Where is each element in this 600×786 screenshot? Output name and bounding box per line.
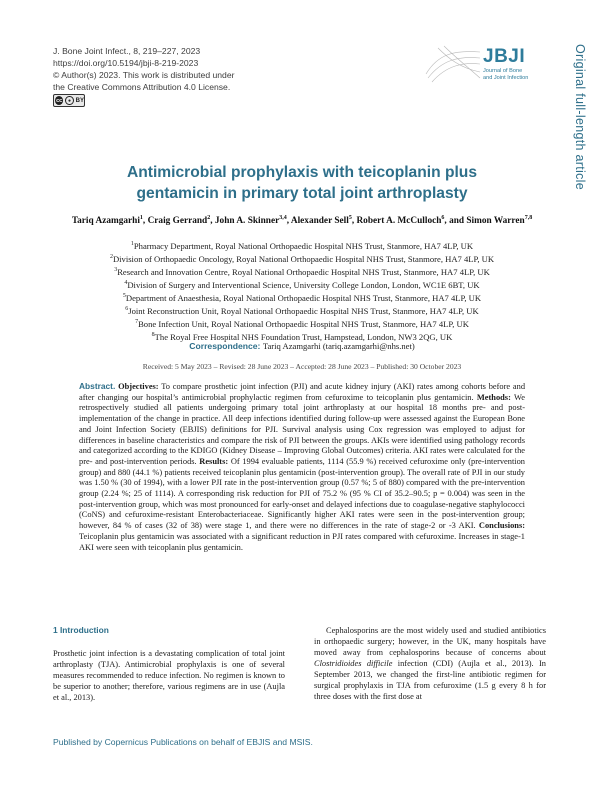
license-line: the Creative Commons Attribution 4.0 License. [53,82,231,92]
affiliation: $^4$Division of Surgery and Interventional Science, University College London, London, WC1E 6BT, UK [124,280,480,291]
abstract-text: Of 1994 evaluable patients, 1114 (55.9 %) received cefuroxime only (pre-intervention group) and 880 (44.1 %) patients received teicoplanin plus gentamicin (post-intervention group). The overall rate of PJI in our study was 1.50 % (30 of 1994), with a lower PJI rate in the post-intervention group (0.57 %; 5 of 880) compared with the pre-intervention group (2.24 %; 25 of 1114). A corresponding risk reduction for PJI of 75.2 % (95 % CI of 35.2–90.5; p = 0.004) was seen in the post-intervention group, which was most pronounced for early-onset and delayed infections due to coagulase-negative staphylococci (CoNS) and cefuroxime-resistant Enterobacteriaceae. Significantly higher AKI rates were seen in the post-intervention group; however, 84 % of cases (32 of 38) were stage 1, and there were no differences in the rate of stage-2 or -3 AKI. [79,456,525,531]
author: Craig Gerrand$^2$ [147,215,211,227]
correspondence [60,341,544,351]
by-label: BY [75,97,84,104]
person-icon: ● [65,96,73,105]
author-affiliation-mark: 3,4 [279,215,287,221]
affiliation-mark: 7 [135,319,139,326]
affiliation-mark: 6 [125,306,129,313]
intro-paragraph-1: Prosthetic joint infection is a devastating complication of total joint arthroplasty (TJA). Antimicrobial prophylaxis is one of several measures recommended to reduce infection. No regimen is known to be superior to another; therefore, various regimens are in use (Aujla et al., 2013). [53,649,285,702]
intro-column-left [53,625,285,703]
abstract-subheading: Objectives: [118,382,159,391]
affiliation: $^1$Pharmacy Department, Royal National Orthopaedic Hospital NHS Trust, Stanmore, HA7 4LP, UK [130,240,474,251]
author-affiliation-mark: 2 [207,215,211,221]
author: Robert A. McCulloch$^6$ [356,215,445,227]
affiliation-mark: 5 [122,293,126,300]
affiliation-mark: 1 [130,241,134,247]
affiliation: $^8$The Royal Free Hospital NHS Foundation Trust, Hampstead, London, NW3 2QG, UK [151,332,453,343]
affiliation-mark: 4 [124,280,128,287]
intro-paragraph-2 [314,625,546,702]
logo-name-2: and Joint Infection [483,75,529,81]
affiliation: $^2$Division of Orthopaedic Oncology, Royal National Orthopaedic Hospital NHS Trust, Stanmore, HA7 4LP, UK [109,253,495,264]
author-list: Tariq Azamgarhi$^1$, Craig Gerrand$^2$, John A. Skinner$^{3,4}$, Alexander Sell$^5$, Robert A. McCulloch$^6$, and Simon Warren$^{7,8}$ [71,215,533,227]
affiliation: $^3$Research and Innovation Centre, Royal National Orthopaedic Hospital NHS Trust, Stanmore, HA7 4LP, UK [114,266,490,277]
affiliation-mark: 3 [114,267,118,274]
journal-info [53,45,234,93]
abstract-label: Abstract. [79,381,116,391]
intro-text-a: Cephalosporins are the most widely used and studied antibiotics in orthopaedic surgery; however, in the UK, many hospitals have moved away from cephalosporins because of concerns about [314,626,546,657]
affiliation: $^5$Department of Anaesthesia, Royal National Orthopaedic Hospital NHS Trust, Stanmore, HA7 4LP, UK [122,293,482,304]
cc-icon: cc [56,97,63,104]
author-affiliation-mark: 7,8 [524,215,533,221]
affiliation: $^7$Bone Infection Unit, Royal National Orthopaedic Hospital NHS Trust, Stanmore, HA7 4LP, UK [135,319,469,330]
logo-decoration [424,44,482,84]
abstract-subheading: Methods: [476,392,511,402]
abstract-body [79,382,525,552]
logo-abbr: JBJI [483,46,526,67]
article-type-sidebar [573,44,589,194]
publication-dates: Received: 5 May 2023 – Revised: 28 June 2023 – Accepted: 28 June 2023 – Published: 30 October 2023 [142,362,462,371]
correspondence-label: Correspondence: [189,341,261,351]
author-affiliation-mark: 5 [348,215,352,221]
cc-by-badge[interactable] [53,94,85,107]
intro-column-right [314,625,546,702]
section-heading: 1 Introduction [53,625,109,635]
intro-text-b: infection (CDI) (Aujla et al., 2013). In September 2013, we changed the first-line antibiotic regimen for surgical prophylaxis in TJA from cefuroxime (1.5 g every 8 h for three doses with the first dose at [314,659,546,701]
article-type-label: Original full-length article [573,44,587,190]
copyright-line: © Author(s) 2023. This work is distributed under [53,70,235,80]
affiliation-mark: 2 [109,254,113,261]
abstract-text: We retrospectively studied all patients undergoing primary total joint arthroplasty at our hospital 18 months pre- and post-implementation of the change in practice. All deep infections identified during follow-up were assessed against the European Bone and Joint Infection Society (EBJIS) definitions for PJI. Survival analysis using Cox regression was employed to adjust for differences in baseline characteristics and compare the risk of PJI between the groups. AKIs were identified using pathology records and categorized according to the KDIGO (Kidney Disease – Improving Global Outcomes) criteria. AKI rates were calculated for the pre- and post-intervention periods. [79,392,525,466]
author: Simon Warren$^{7,8}$ [466,215,533,227]
author-affiliation-mark: 1 [139,215,143,221]
author: John A. Skinner$^{3,4}$ [214,215,287,227]
title-line-1: Antimicrobial prophylaxis with teicoplanin plus [126,164,478,181]
publisher-footer: Published by Copernicus Publications on behalf of EBJIS and MSIS. [53,737,313,747]
title-line-2: gentamicin in primary total joint arthroplasty [136,185,468,202]
correspondence-text[interactable]: Tariq Azamgarhi (tariq.azamgarhi@nhs.net) [262,341,415,351]
affiliation: $^6$Joint Reconstruction Unit, Royal National Orthopaedic Hospital NHS Trust, Stanmore, HA7 4LP, UK [125,306,479,317]
intro-text-italic: Clostridioides difficile [314,659,393,668]
citation: J. Bone Joint Infect., 8, 219–227, 2023 [53,46,201,56]
affiliation-list [60,239,544,344]
abstract [79,381,525,553]
doi-link[interactable]: https://doi.org/10.5194/jbji-8-219-2023 [53,58,199,68]
abstract-text: Teicoplanin plus gentamicin was associated with a significant reduction in PJI rates compared with cefuroxime. Increases in stage-1 AKI were seen with teicoplanin plus gentamicin. [79,531,525,552]
article-title [60,162,544,204]
abstract-text: To compare prosthetic joint infection (PJI) and acute kidney injury (AKI) rates among cohorts before and after changing our hospital’s antimicrobial prophylactic regimen from cefuroxime to teicoplanin plus gentamicin. [79,382,526,402]
journal-logo [483,46,528,82]
affiliation-mark: 8 [151,332,155,339]
logo-name-1: Journal of Bone [483,68,523,74]
abstract-subheading: Results: [199,456,229,466]
author-affiliation-mark: 6 [441,215,445,221]
abstract-subheading: Conclusions: [478,521,525,531]
author: Alexander Sell$^5$ [290,215,352,227]
author: Tariq Azamgarhi$^1$ [71,215,143,227]
